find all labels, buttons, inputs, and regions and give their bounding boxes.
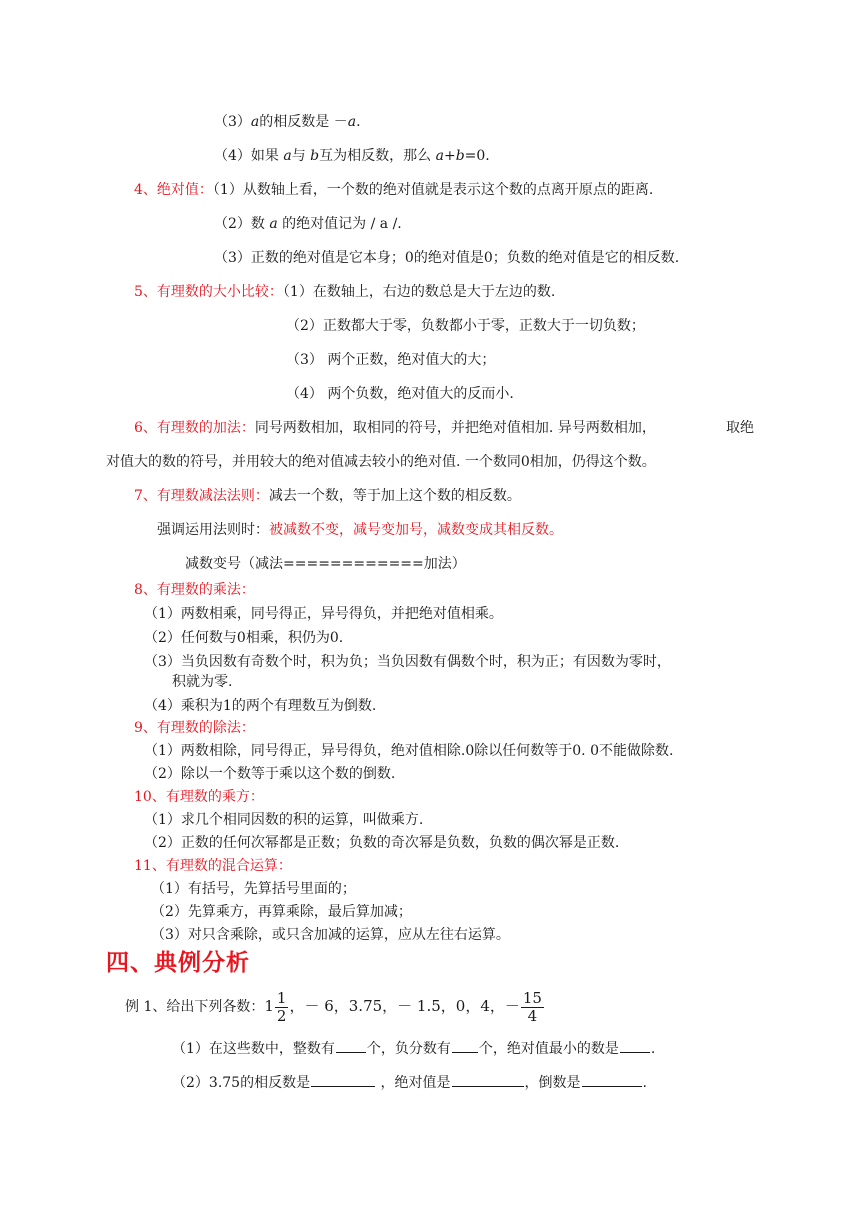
s10-line-2: （2）正数的任何次幂都是正数；负数的奇次幂是负数，负数的偶次幂是正数.: [144, 835, 620, 851]
s10-line-1: （1）求几个相同因数的积的运算，叫做乘方.: [144, 812, 424, 828]
s8-line-3b: 积就为零.: [172, 674, 233, 690]
blank-opposite[interactable]: [311, 1072, 375, 1087]
example-q2: （2）3.75的相反数是 ，绝对值是 ，倒数是 .: [172, 1072, 647, 1093]
s3-line-4: （4）如果 a与 b互为相反数，那么 a+b=0.: [214, 148, 490, 164]
s11-line-1: （1）有括号，先算括号里面的；: [151, 881, 356, 897]
s7-note: 减数变号（减法============加法）: [185, 556, 466, 572]
s4-line-2: （2）数 a 的绝对值记为 ∕ a ∕.: [214, 216, 402, 232]
s8-line-3: （3）当负因数有奇数个时，积为负；当负因数有偶数个时，积为正；有因数为零时，: [144, 654, 671, 670]
s4-title: 4、绝对值：: [134, 182, 213, 198]
s11-line-2: （2）先算乘方，再算乘除，最后算加减；: [151, 904, 412, 920]
s7-title: 7、有理数减法法则：: [134, 488, 269, 504]
s9-title: 9、有理数的除法：: [134, 720, 255, 736]
s6-line-2: 对值大的数的符号，并用较大的绝对值减去较小的绝对值. 一个数同0相加，仍得这个数。: [106, 454, 656, 470]
blank-absolute-value[interactable]: [452, 1072, 524, 1087]
s5-line-3: （3） 两个正数，绝对值大的大；: [286, 352, 496, 368]
s3-line-3: （3）a的相反数是 －a.: [214, 114, 361, 130]
s8-title: 8、有理数的乘法：: [134, 582, 255, 598]
s7-emphasis: 强调运用法则时：被减数不变，减号变加号，减数变成其相反数。: [157, 522, 563, 538]
s8-line-2: （2）任何数与0相乘，积仍为0.: [144, 630, 344, 646]
fraction-one-half: $\frac{1}{2}$: [276, 988, 287, 1025]
example-1-statement: 例 1、给出下列各数：1 $\frac{1}{2}$ ，－ 6，3.75，－ 1.5，0，4，－ $\frac{15}{4}$: [125, 988, 542, 1025]
s8-line-1: （1）两数相乘，同号得正，异号得负，并把绝对值相乘。: [144, 606, 503, 622]
s4-line-1: 4、绝对值：（1）从数轴上看，一个数的绝对值就是表示这个数的点离开原点的距离.: [134, 182, 654, 198]
example-label: 例 1、给出下列各数：: [125, 999, 265, 1015]
blank-min-abs-value[interactable]: [620, 1038, 650, 1053]
s10-title: 10、有理数的乘方：: [134, 789, 264, 805]
blank-reciprocal[interactable]: [582, 1072, 642, 1087]
s6-title: 6、有理数的加法：: [134, 420, 255, 436]
s7-line-1: 7、有理数减法法则：减去一个数，等于加上这个数的相反数。: [134, 488, 521, 504]
s6-line-1-end: 取绝: [726, 420, 754, 436]
s9-line-1: （1）两数相除，同号得正，异号得负，绝对值相除.0除以任何数等于0. 0不能做除数.: [144, 743, 674, 759]
s8-line-4: （4）乘积为1的两个有理数互为倒数.: [144, 698, 377, 714]
s11-line-3: （3）对只含乘除，或只含加减的运算，应从左往右运算。: [151, 927, 510, 943]
section-heading: 四、典例分析: [106, 950, 250, 976]
blank-negative-fraction-count[interactable]: [452, 1038, 478, 1053]
s5-line-1: 5、有理数的大小比较：（1）在数轴上，右边的数总是大于左边的数.: [134, 284, 556, 300]
example-q1: （1）在这些数中，整数有 个，负分数有 个，绝对值最小的数是 .: [172, 1038, 655, 1059]
s4-line-3: （3）正数的绝对值是它本身；0的绝对值是0；负数的绝对值是它的相反数.: [214, 250, 680, 266]
s5-title: 5、有理数的大小比较：: [134, 284, 283, 300]
fraction-fifteen-quarters: $\frac{15}{4}$: [522, 988, 542, 1025]
s5-line-4: （4） 两个负数，绝对值大的反而小.: [286, 386, 514, 402]
blank-integer-count[interactable]: [336, 1038, 366, 1053]
s11-title: 11、有理数的混合运算：: [134, 858, 292, 874]
s6-line-1: 6、有理数的加法：同号两数相加，取相同的符号，并把绝对值相加. 异号两数相加，: [134, 420, 656, 436]
s5-line-2: （2）正数都大于零，负数都小于零，正数大于一切负数；: [286, 318, 645, 334]
s9-line-2: （2）除以一个数等于乘以这个数的倒数.: [144, 766, 396, 782]
